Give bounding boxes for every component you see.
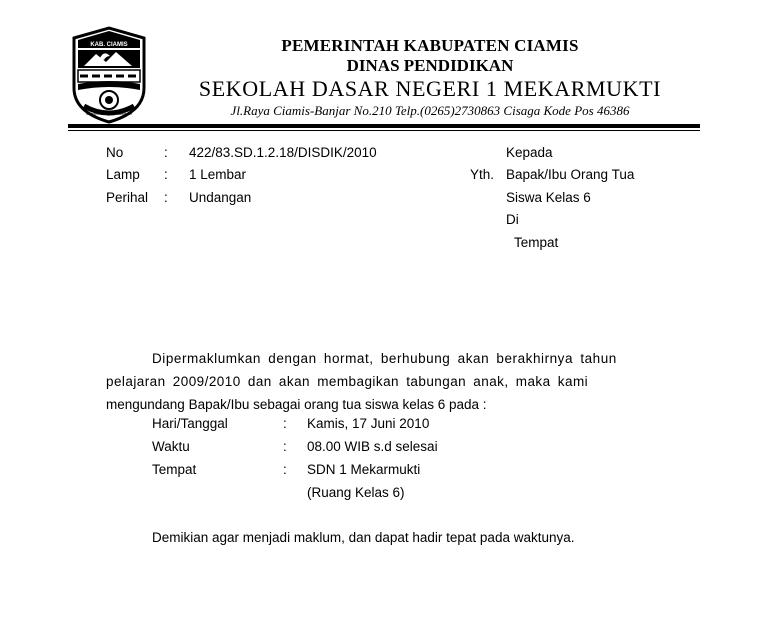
body-paragraph [106,347,660,416]
no-value: 422/83.SD.1.2.18/DISDIK/2010 [189,145,377,160]
body-line-2-text: pelajaran 2009/2010 dan akan membagikan tabungan anak, maka kami [106,374,589,389]
letterhead-divider-thick [68,124,700,128]
recipient-line1: Bapak/Ibu Orang Tua [506,167,635,182]
detail-place-colon: : [283,462,287,477]
detail-time-label: Waktu [152,439,190,454]
body-line-3 [106,393,660,416]
recipient-kepada: Kepada [506,145,553,160]
detail-date-value: Kamis, 17 Juni 2010 [307,416,430,431]
perihal-label: Perihal [106,190,149,205]
detail-place-label: Tempat [152,462,197,477]
body-line-1-text: Dipermaklumkan dengan hormat, berhubung akan berakhirnya tahun [152,351,617,366]
detail-date-colon: : [283,416,287,431]
letterhead-government: PEMERINTAH KABUPATEN CIAMIS [281,36,579,55]
closing-text: Demikian agar menjadi maklum, dan dapat hadir tepat pada waktunya. [152,530,575,545]
letterhead-department: DINAS PENDIDIKAN [346,56,514,75]
detail-date-label: Hari/Tanggal [152,416,228,431]
lamp-value: 1 Lembar [189,167,247,182]
body-line-3-text: mengundang Bapak/Ibu sebagai orang tua siswa kelas 6 pada : [106,397,487,412]
recipient-line3: Di [506,212,519,227]
letterhead [180,36,680,120]
recipient-line2: Siswa Kelas 6 [506,190,591,205]
detail-place-value: SDN 1 Mekarmukti [307,462,421,477]
perihal-colon: : [164,190,168,205]
no-colon: : [164,145,168,160]
letterhead-divider-thin [68,130,700,131]
logo-top-text: KAB. CIAMIS [90,42,128,48]
letterhead-address: Jl.Raya Ciamis-Banjar No.210 Telp.(0265)2730863 Cisaga Kode Pos 46386 [230,103,630,118]
detail-place-room: (Ruang Kelas 6) [307,485,405,500]
no-label: No [106,145,124,160]
recipient-line4: Tempat [514,235,559,250]
body-line-2 [106,370,660,393]
lamp-colon: : [164,167,168,182]
logo-bottom-text: Mahayunan Ayuna Kadatuan [85,112,133,116]
body-line-1 [106,347,660,370]
detail-time-colon: : [283,439,287,454]
perihal-value: Undangan [189,190,252,205]
recipient-yth: Yth. [470,167,495,182]
detail-time-value: 08.00 WIB s.d selesai [307,439,438,454]
ciamis-emblem-logo [70,24,148,124]
letterhead-school-name: SEKOLAH DASAR NEGERI 1 MEKARMUKTI [198,76,662,101]
lamp-label: Lamp [106,167,140,182]
